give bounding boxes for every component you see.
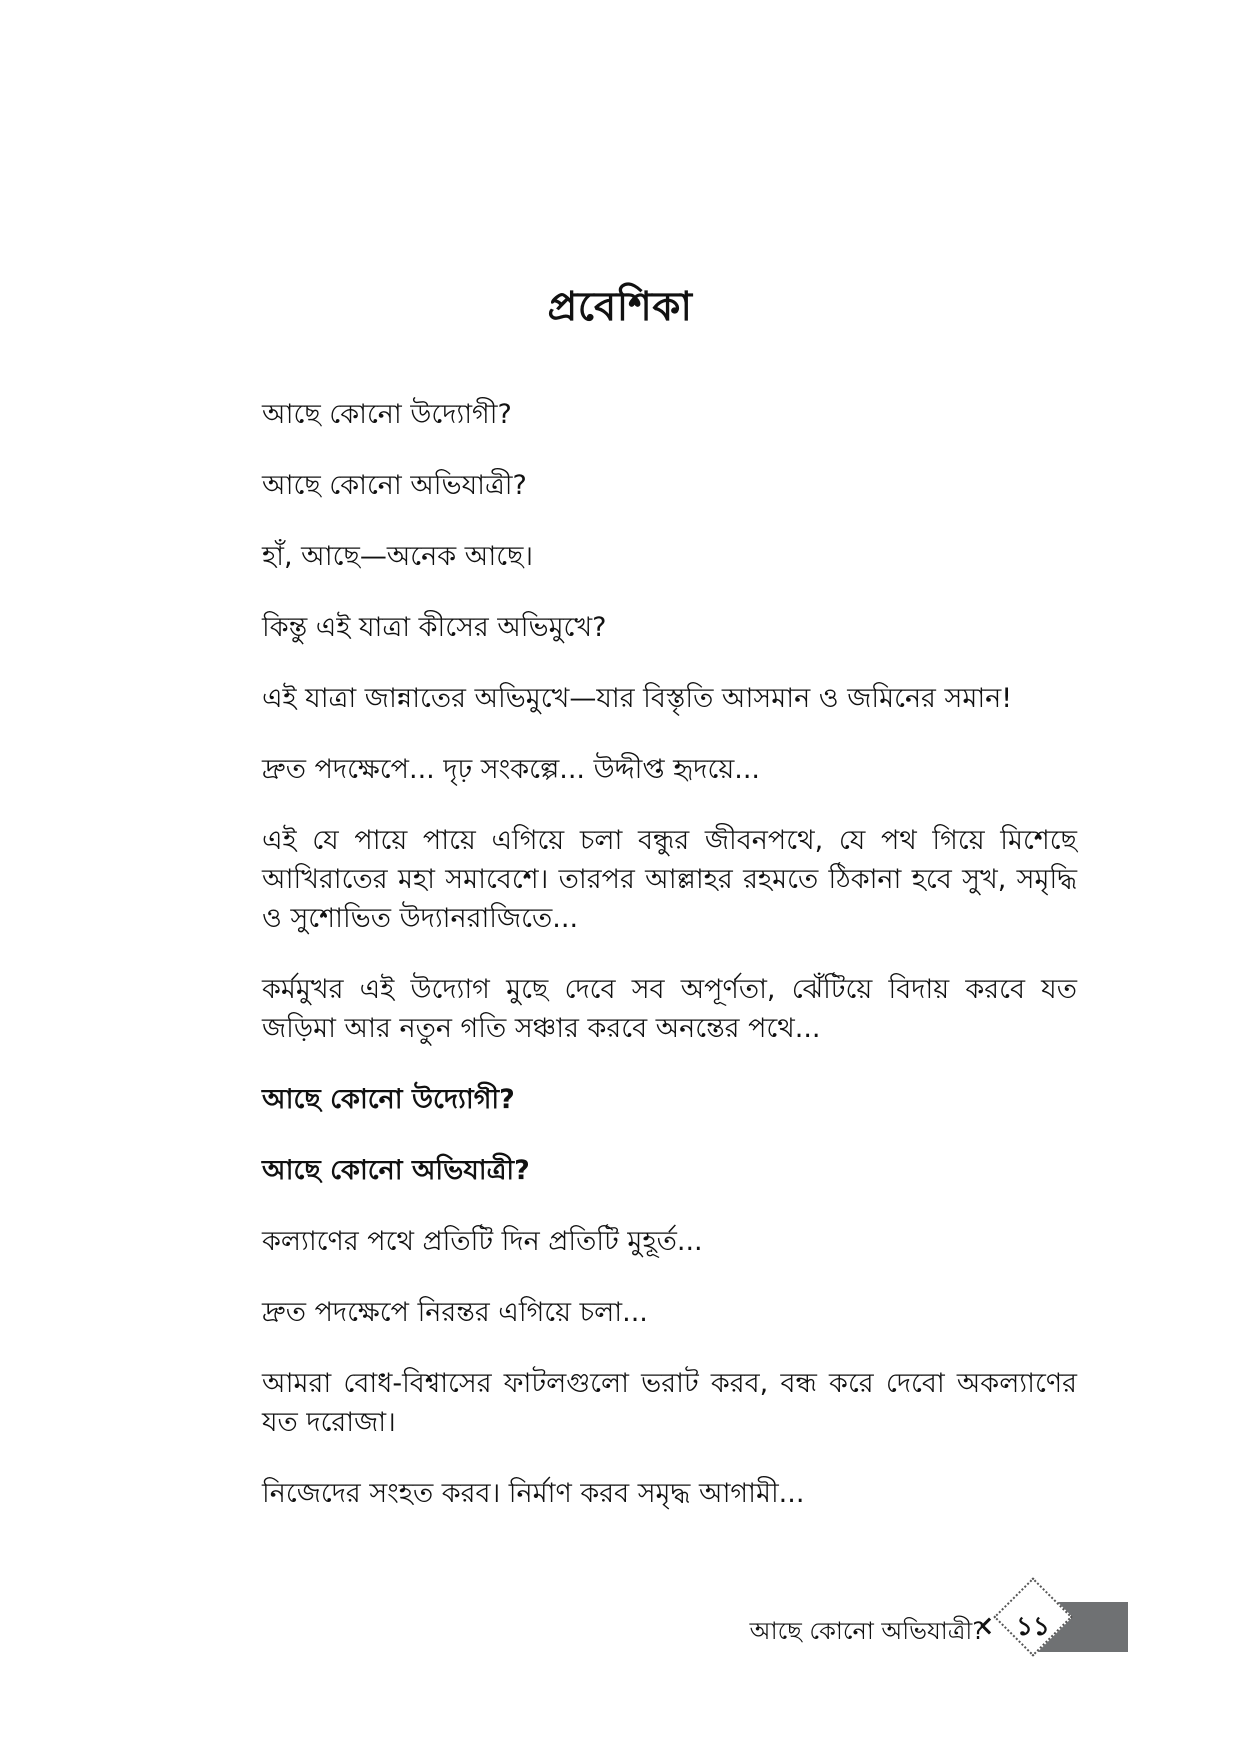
- running-title: আছে কোনো অভিযাত্রী?: [749, 1617, 985, 1645]
- paragraph: কল্যাণের পথে প্রতিটি দিন প্রতিটি মুহূর্ত...: [262, 1226, 703, 1257]
- paragraph: কর্মমুখর এই উদ্যোগ মুছে দেবে সব অপূর্ণতা, ঝেঁটিয়ে বিদায় করবে যত জড়িমা আর নতুন গতি সঞ্চার করবে অনন্তের পথে...: [262, 974, 1077, 1044]
- paragraph: দ্রুত পদক্ষেপে... দৃঢ় সংকল্পে... উদ্দীপ্ত হৃদয়ে...: [262, 754, 760, 785]
- paragraph-bold: আছে কোনো অভিযাত্রী?: [262, 1155, 530, 1186]
- page-number: ১১: [1016, 1612, 1050, 1642]
- paragraph: নিজেদের সংহত করব। নির্মাণ করব সমৃদ্ধ আগামী...: [262, 1478, 805, 1509]
- page-footer: [0, 1602, 1240, 1662]
- paragraph: এই যে পায়ে পায়ে এগিয়ে চলা বন্ধুর জীবনপথে, যে পথ গিয়ে মিশেছে আখিরাতের মহা সমাবেশে। তারপর আল্লাহর রহমতে ঠিকানা হবে সুখ, সমৃদ্ধি ও সুশোভিত উদ্যানরাজিতে...: [262, 825, 1077, 934]
- paragraph: আছে কোনো উদ্যোগী?: [262, 399, 512, 430]
- body-text: [262, 395, 1077, 1545]
- page-title: প্রবেশিকা: [547, 284, 693, 330]
- paragraph: কিন্তু এই যাত্রা কীসের অভিমুখে?: [262, 612, 607, 643]
- paragraph: এই যাত্রা জান্নাতের অভিমুখে—যার বিস্তৃতি আসমান ও জমিনের সমান!: [262, 683, 1013, 714]
- paragraph: দ্রুত পদক্ষেপে নিরন্তর এগিয়ে চলা...: [262, 1297, 648, 1328]
- paragraph-bold: আছে কোনো উদ্যোগী?: [262, 1084, 515, 1115]
- paragraph: আমরা বোধ-বিশ্বাসের ফাটলগুলো ভরাট করব, বন্ধ করে দেবো অকল্যাণের যত দরোজা।: [262, 1368, 1077, 1438]
- paragraph: আছে কোনো অভিযাত্রী?: [262, 470, 527, 501]
- paragraph: হাঁ, আছে—অনেক আছে।: [262, 541, 534, 572]
